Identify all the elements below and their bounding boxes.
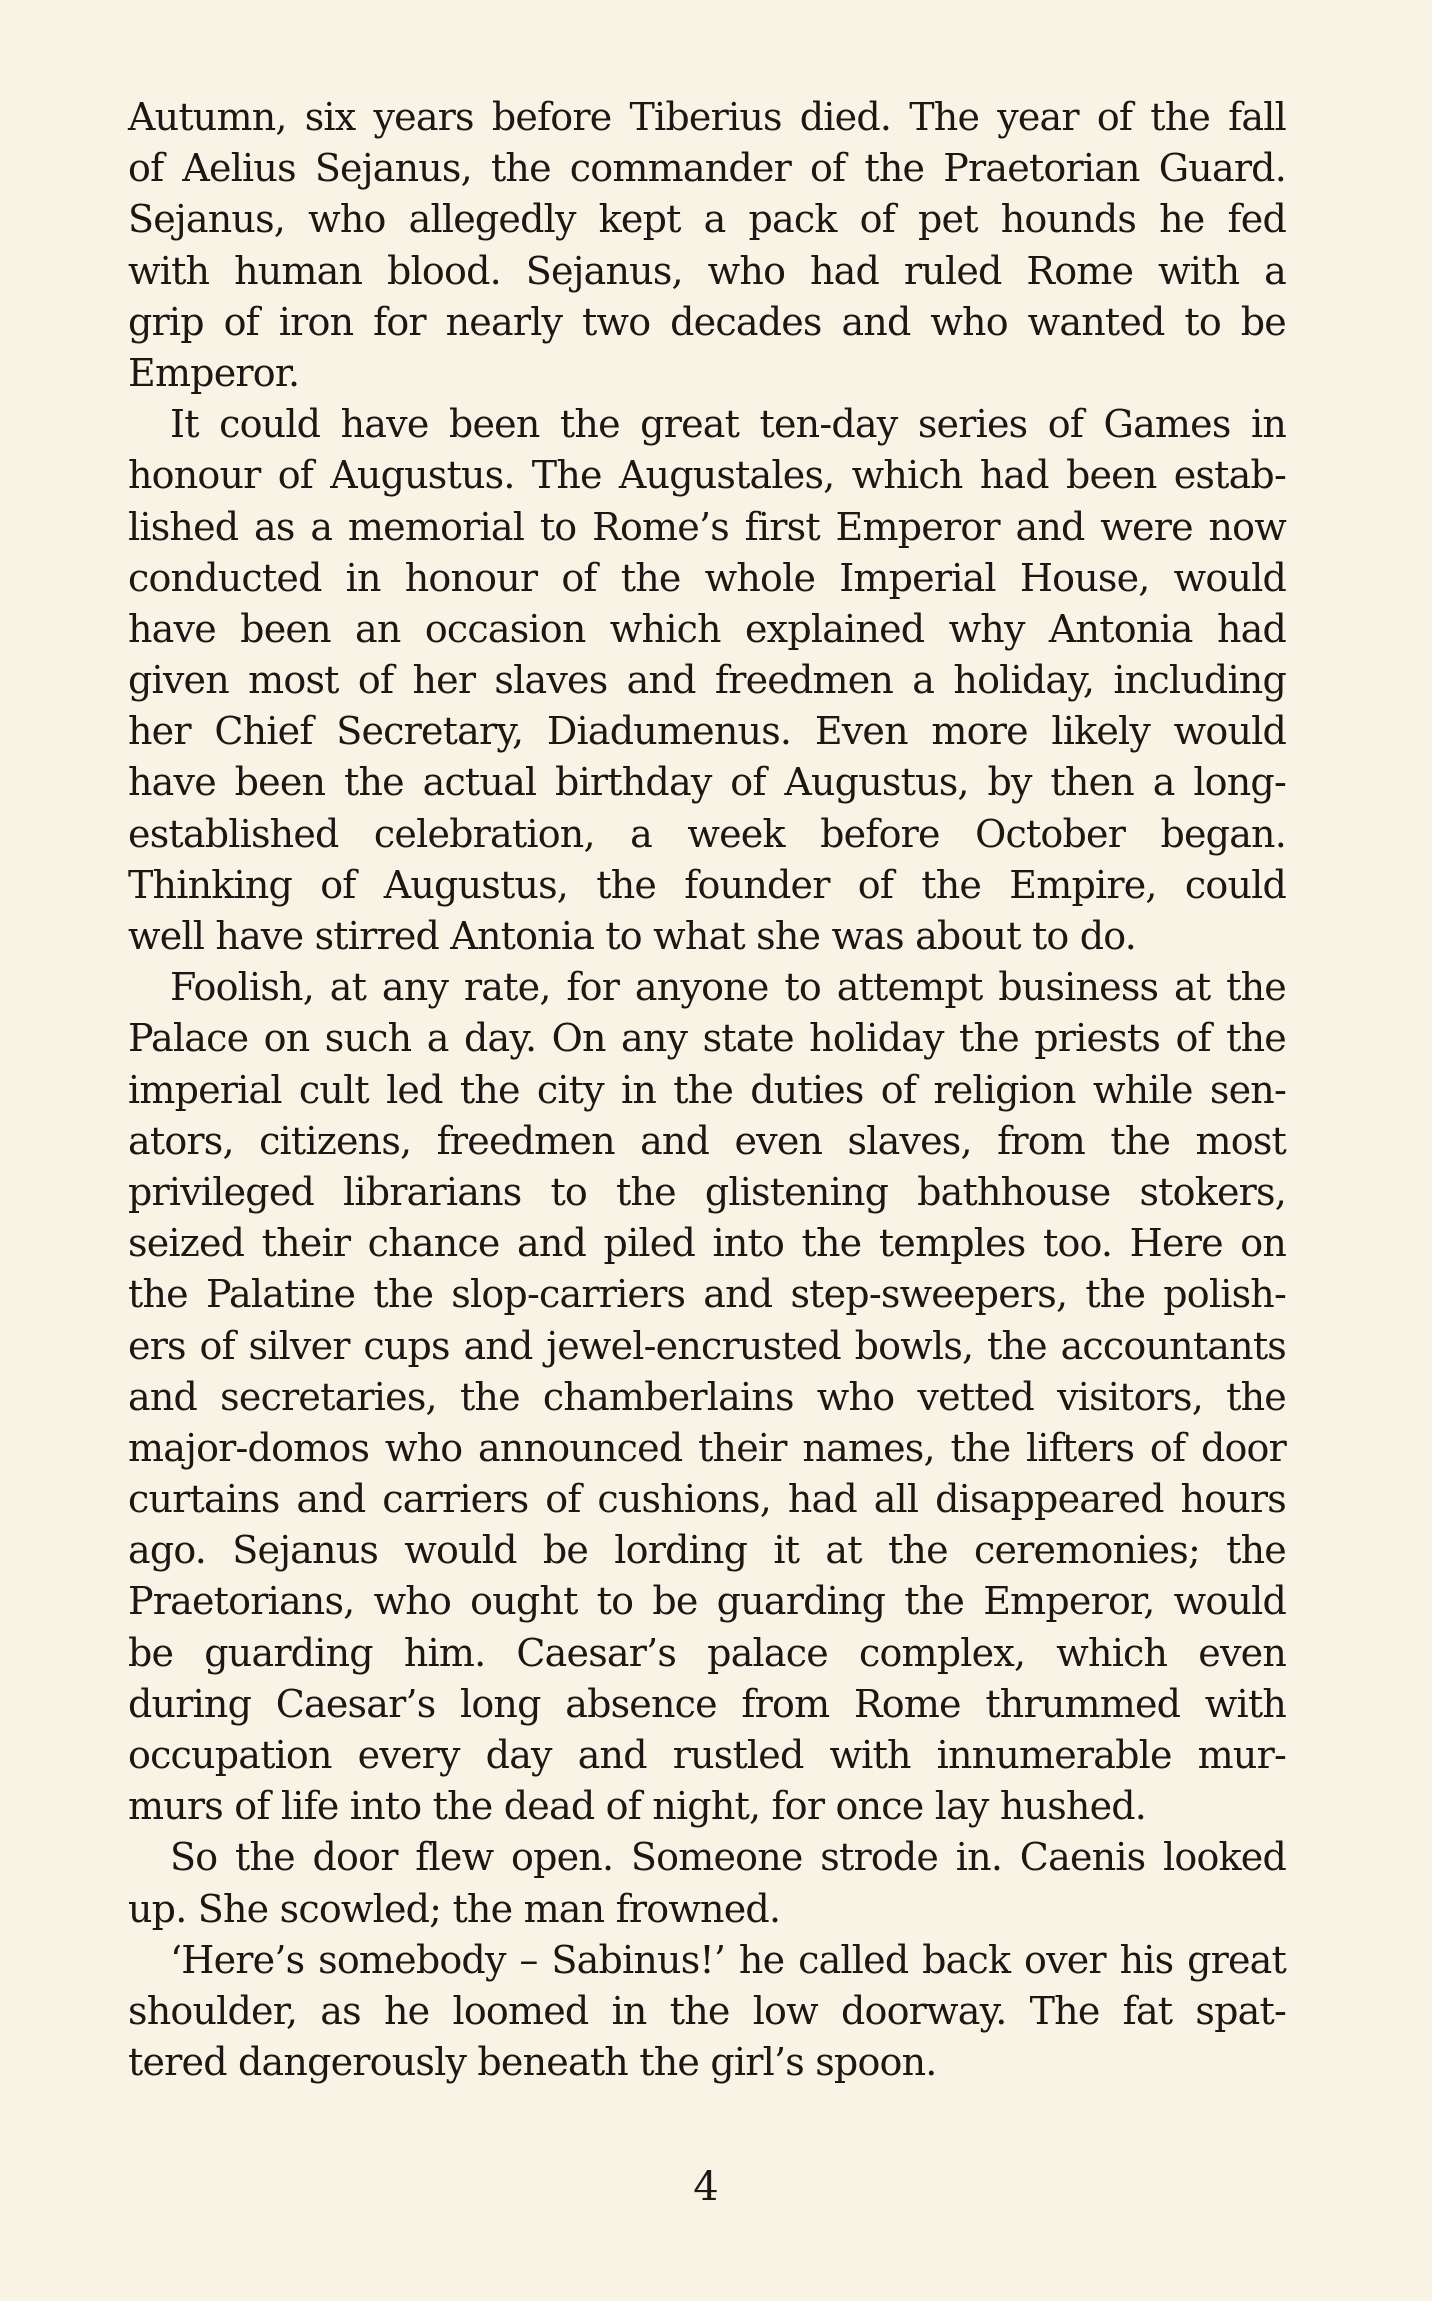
text-line: privileged librarians to the glistening bathhouse stokers, — [128, 1169, 1286, 1214]
text-line: seized their chance and piled into the temples too. Here on — [128, 1221, 1286, 1266]
text-line: have been the actual birthday of Augustus, by then a long- — [128, 760, 1286, 805]
text-line: imperial cult led the city in the duties of religion while sen- — [128, 1067, 1286, 1112]
text-line: shoulder, as he loomed in the low doorway. The fat spat- — [128, 1988, 1286, 2033]
text-line: and secretaries, the chamberlains who vetted visitors, the — [128, 1374, 1286, 1419]
text-line: Palace on such a day. On any state holiday the priests of the — [128, 1016, 1286, 1061]
text-line: curtains and carriers of cushions, had all disappeared hours — [128, 1477, 1286, 1522]
text-line: her Chief Secretary, Diadumenus. Even more likely would — [128, 709, 1286, 754]
page-number: 4 — [693, 2164, 719, 2210]
text-line: murs of life into the dead of night, for once lay hushed. — [128, 1784, 1147, 1829]
text-line: conducted in honour of the whole Imperial House, would — [128, 555, 1286, 600]
text-line: up. She scowled; the man frowned. — [128, 1886, 781, 1931]
text-line: honour of Augustus. The Augustales, which had been estab- — [128, 453, 1286, 498]
text-line: ators, citizens, freedmen and even slaves, from the most — [128, 1118, 1286, 1163]
text-line: Foolish, at any rate, for anyone to attempt business at the — [170, 965, 1286, 1010]
text-line: have been an occasion which explained why Antonia had — [128, 606, 1286, 651]
text-line: Praetorians, who ought to be guarding the Emperor, would — [128, 1579, 1286, 1624]
text-line: Sejanus, who allegedly kept a pack of pet hounds he fed — [128, 197, 1286, 242]
text-line: be guarding him. Caesar’s palace complex, which even — [128, 1630, 1286, 1675]
text-line: ago. Sejanus would be lording it at the ceremonies; the — [128, 1528, 1286, 1573]
text-line: major-domos who announced their names, the lifters of door — [128, 1425, 1286, 1470]
text-line: occupation every day and rustled with innumerable mur- — [128, 1733, 1286, 1777]
text-line: established celebration, a week before October began. — [128, 811, 1286, 856]
text-line: Autumn, six years before Tiberius died. The year of the fall — [128, 95, 1286, 139]
text-line: ‘Here’s somebody – Sabinus!’ he called back over his great — [170, 1937, 1286, 1982]
text-line: Emperor. — [128, 350, 300, 395]
text-line: grip of iron for nearly two decades and who wanted to be — [128, 299, 1286, 344]
text-line: lished as a memorial to Rome’s first Emperor and were now — [128, 504, 1286, 549]
text-line: the Palatine the slop-carriers and step-sweepers, the polish- — [128, 1272, 1286, 1317]
text-line: with human blood. Sejanus, who had ruled Rome with a — [128, 248, 1286, 293]
text-line: during Caesar’s long absence from Rome thrummed with — [128, 1681, 1286, 1726]
text-line: given most of her slaves and freedmen a holiday, including — [128, 658, 1286, 703]
text-line: of Aelius Sejanus, the commander of the Praetorian Guard. — [128, 146, 1286, 191]
text-line: ers of silver cups and jewel-encrusted bowls, the accountants — [128, 1323, 1286, 1368]
text-line: Thinking of Augustus, the founder of the Empire, could — [128, 862, 1286, 907]
text-line: It could have been the great ten-day series of Games in — [170, 402, 1286, 447]
text-line: well have stirred Antonia to what she was about to do. — [128, 914, 1136, 958]
text-line: So the door flew open. Someone strode in. Caenis looked — [170, 1835, 1286, 1880]
text-line: tered dangerously beneath the girl’s spoon. — [128, 2040, 937, 2085]
body-text — [128, 92, 1286, 2088]
